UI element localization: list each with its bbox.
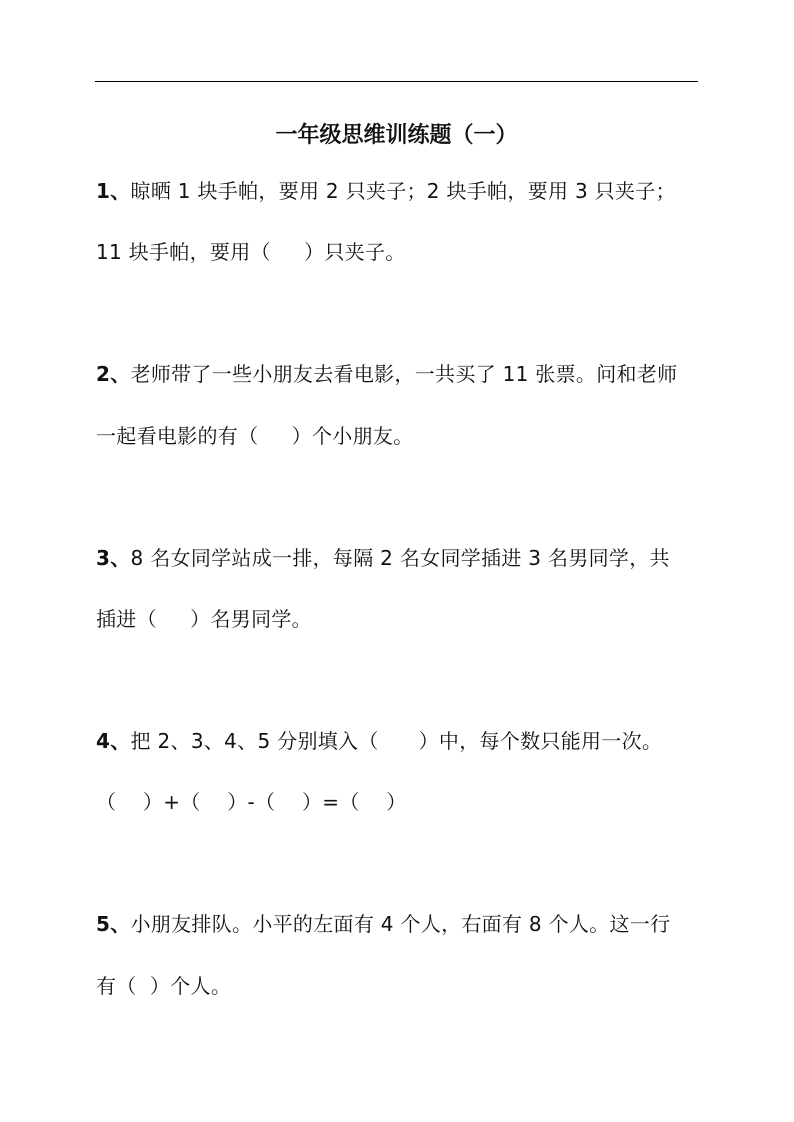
- question-1-text: 晾晒 1 块手帕，要用 2 只夹子；2 块手帕，要用 3 只夹子；: [130, 179, 676, 203]
- question-1-line-2: 11 块手帕，要用（ ）只夹子。: [96, 240, 406, 264]
- question-5-text: 小朋友排队。小平的左面有 4 个人，右面有 8 个人。这一行: [130, 912, 671, 936]
- question-3-text: 8 名女同学站成一排，每隔 2 名女同学插进 3 名男同学，共: [130, 546, 670, 570]
- question-1-number: 1、: [96, 179, 131, 203]
- header-rule: [95, 81, 698, 82]
- question-5-line-2: 有（ ）个人。: [96, 974, 232, 998]
- question-1-line-1: [96, 176, 706, 206]
- question-5-line-1: [96, 909, 706, 939]
- question-3-number: 3、: [96, 546, 131, 570]
- question-2-line-2: 一起看电影的有（ ）个小朋友。: [96, 424, 414, 448]
- question-5-number: 5、: [96, 912, 131, 936]
- question-2-line-1: [96, 359, 706, 389]
- question-3-line-1: [96, 543, 706, 573]
- question-4-equation: （ ）+（ ）-（ ）=（ ）: [96, 790, 407, 814]
- question-3-line-2: 插进（ ）名男同学。: [96, 607, 312, 631]
- page-title: 一年级思维训练题（一）: [275, 123, 518, 148]
- question-4-line-1: [96, 726, 706, 756]
- question-4-number: 4、: [96, 729, 131, 753]
- question-2-number: 2、: [96, 362, 131, 386]
- question-2-text: 老师带了一些小朋友去看电影，一共买了 11 张票。问和老师: [130, 362, 678, 386]
- question-4-text: 把 2、3、4、5 分别填入（ ）中，每个数只能用一次。: [130, 729, 663, 753]
